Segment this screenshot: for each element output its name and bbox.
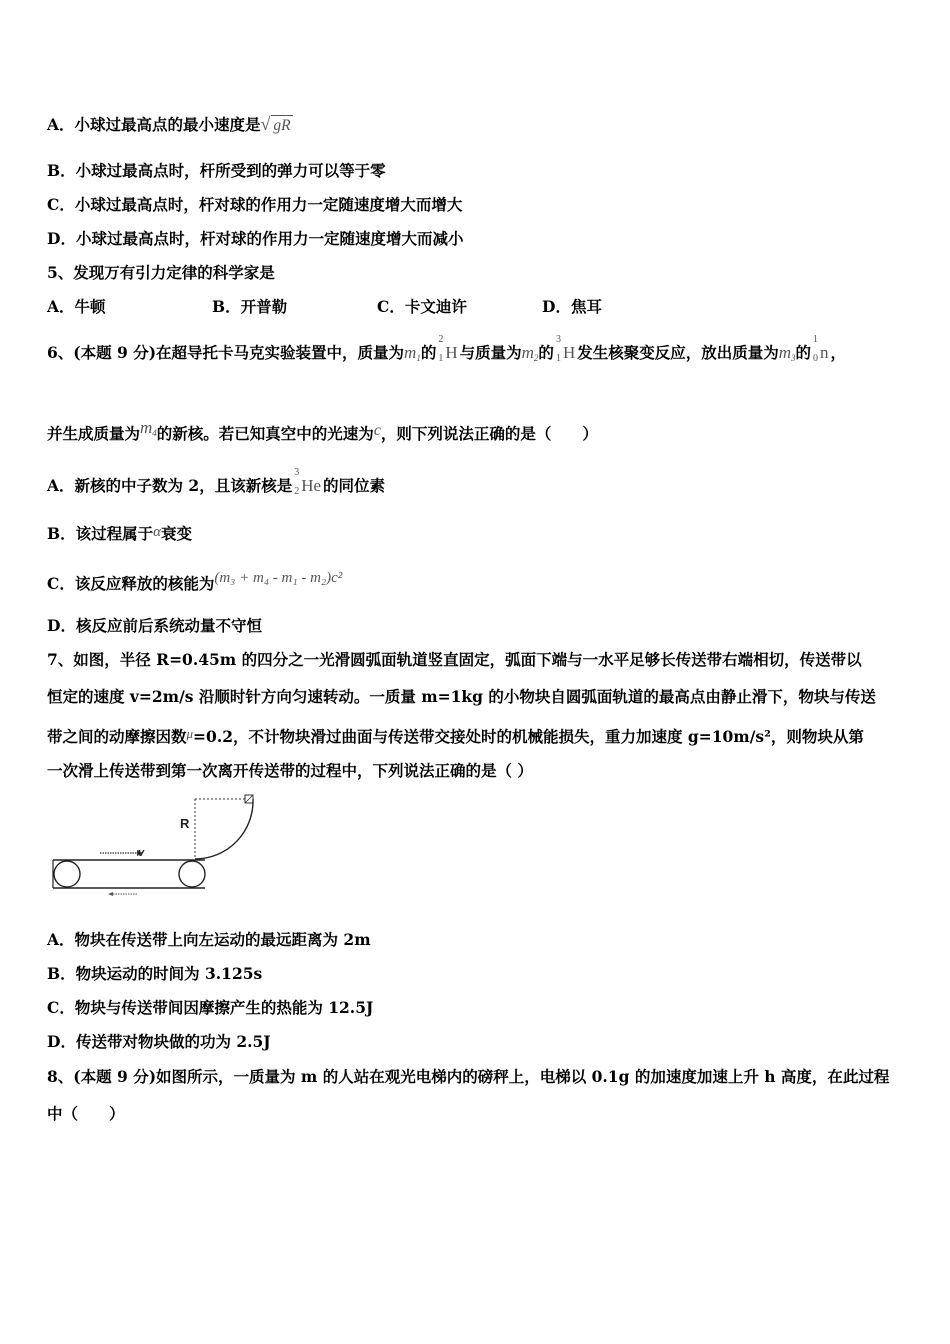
text: 的 <box>538 343 554 362</box>
q4-option-a <box>47 114 910 136</box>
arc-track <box>195 799 253 859</box>
text: 的同位素 <box>323 476 386 495</box>
text: 6、(本题 9 分)在超导托卡马克实验装置中，质量为 <box>47 343 405 362</box>
text: ，则下列说法正确的是（ ） <box>380 424 598 443</box>
text: C．该反应释放的核能为 <box>47 574 215 593</box>
text: 的 <box>795 343 812 362</box>
q5-option-a: A．牛顿 <box>47 297 106 316</box>
text: 与质量为 <box>459 343 522 362</box>
text: B．该过程属于 <box>47 524 154 543</box>
text: =0.2，不计物块滑过曲面与传送带交接处时的机械能损失，重力加速度 g=10m/s²，则物块从第 <box>193 727 864 746</box>
q7-stem-line1: 7、如图，半径 R=0.45m 的四分之一光滑圆弧面轨道竖直固定，弧面下端与一水平足够长传送带右端相切，传送带以 <box>47 650 862 669</box>
q5-option-b: B．开普勒 <box>212 297 288 316</box>
q6-stem-line2 <box>47 418 910 444</box>
q4-option-b: B．小球过最高点时，杆所受到的弹力可以等于零 <box>47 161 386 180</box>
text: 并生成质量为 <box>47 424 141 443</box>
v-label: v <box>138 847 145 859</box>
q6-option-a <box>47 467 910 497</box>
q8-stem-line1: 8、(本题 9 分)如图所示，一质量为 m 的人站在观光电梯内的磅秤上，电梯以 0.1g 的加速度加速上升 h 高度，在此过程 <box>47 1067 890 1086</box>
c-symbol: c <box>373 422 381 439</box>
m1-symbol: m1 <box>404 343 421 363</box>
q7-stem-line3 <box>47 724 910 747</box>
deuterium-symbol: 2 1 H <box>438 334 458 364</box>
q6-option-b <box>47 522 910 544</box>
alpha-symbol: α <box>153 524 161 540</box>
q7-option-a: A．物块在传送带上向左运动的最远距离为 2m <box>47 930 371 949</box>
q4-option-c: C．小球过最高点时，杆对球的作用力一定随速度增大而增大 <box>47 195 463 214</box>
option-text: A．小球过最高点的最小速度是 <box>47 115 261 134</box>
m4-symbol: m4 <box>140 418 157 438</box>
neutron-symbol: 1 0 n <box>813 334 829 364</box>
text: 的 <box>420 343 437 362</box>
q7-option-b: B．物块运动的时间为 3.125s <box>47 964 263 983</box>
sqrt-sign: √ <box>260 114 271 134</box>
q6-option-d: D．核反应前后系统动量不守恒 <box>47 616 262 635</box>
sqrt-gR: gR <box>273 117 291 134</box>
q4-option-d: D．小球过最高点时，杆对球的作用力一定随速度增大而减小 <box>47 229 464 248</box>
q8-stem-line2: 中（ ） <box>47 1104 125 1123</box>
text: A．新核的中子数为 2，且该新核是 <box>47 476 293 495</box>
energy-formula: (m₃ + m₄ - m₁ - m₂)c² <box>214 570 343 586</box>
m2-symbol: m2 <box>521 343 539 363</box>
q7-option-c: C．物块与传送带间因摩擦产生的热能为 12.5J <box>47 998 374 1017</box>
q5-option-d: D．焦耳 <box>542 297 602 316</box>
q7-stem-line4: 一次滑上传送带到第一次离开传送带的过程中，下列说法正确的是（ ） <box>47 761 533 780</box>
left-pulley <box>54 861 80 887</box>
q7-stem-line2: 恒定的速度 v=2m/s 沿顺时针方向匀速转动。一质量 m=1kg 的小物块自圆弧面轨道的最高点由静止滑下，物块与传送 <box>47 687 876 706</box>
helium-symbol: 3 2 He <box>294 467 322 497</box>
text: 带之间的动摩擦因数 <box>47 727 187 746</box>
text: ， <box>830 343 847 362</box>
right-pulley <box>179 861 205 887</box>
text: 发生核聚变反应，放出质量为 <box>577 343 779 362</box>
mu-symbol: μ <box>186 726 194 741</box>
q6-stem-line1 <box>47 334 910 368</box>
q7-option-d: D．传送带对物块做的功为 2.5J <box>47 1032 271 1051</box>
m3-symbol: m3 <box>778 343 796 363</box>
text: 的新核。若已知真空中的光速为 <box>156 424 374 443</box>
q5-option-c: C．卡文迪许 <box>377 297 467 316</box>
r-label: R <box>180 816 190 831</box>
q7-figure <box>45 790 270 900</box>
text: 衰变 <box>160 524 192 543</box>
q5-stem: 5、发现万有引力定律的科学家是 <box>47 263 275 282</box>
tritium-symbol: 3 1 H <box>555 334 576 364</box>
q6-option-c <box>47 568 910 594</box>
